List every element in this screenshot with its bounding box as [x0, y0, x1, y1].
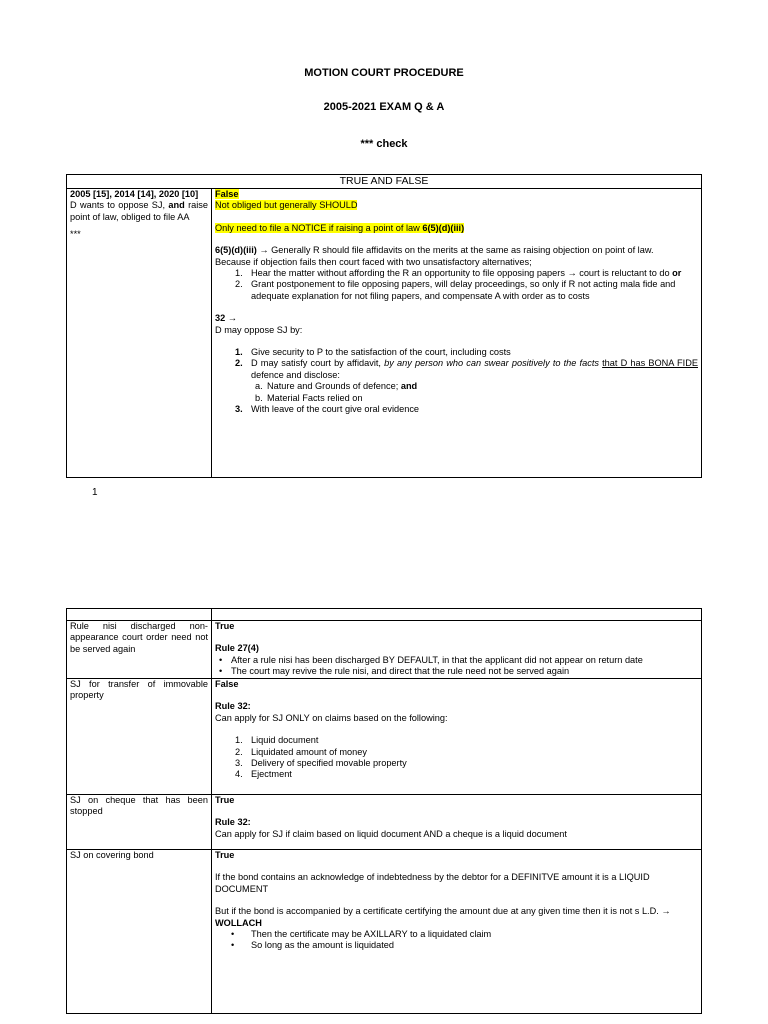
- list-item: • Then the certificate may be AXILLARY to a liquidated claim: [231, 929, 492, 940]
- question-cell: SJ on cheque that has been stopped: [67, 795, 212, 850]
- document-subtitle: 2005-2021 EXAM Q & A: [323, 101, 445, 113]
- list-item: 4. Ejectment: [235, 769, 292, 780]
- question-cell: Rule nisi discharged non-appearance court order need not be served again: [67, 621, 212, 679]
- qa-table: [66, 608, 702, 1014]
- answer-text: But if the bond is accompanied by a certificate certifying the amount due at any given time then it is not s L.D. → WOLLACH: [215, 906, 671, 928]
- question-years: 2005 [15], 2014 [14], 2020 [10]: [70, 189, 199, 199]
- list-item: b. Material Facts relied on: [255, 392, 363, 403]
- answer-text: If the bond contains an acknowledge of indebtedness by the debtor for a DEFINITVE amount it is a LIQUID DOCUMENT: [215, 872, 650, 894]
- answer-verdict: False: [215, 189, 239, 199]
- check-note: *** check: [360, 138, 408, 150]
- answer-highlight: Not obliged but generally SHOULD: [215, 200, 358, 211]
- list-item: • The court may revive the rule nisi, and direct that the rule need not be served again: [219, 666, 570, 677]
- answer-verdict: True: [215, 621, 235, 631]
- rule-heading: Rule 32:: [215, 817, 251, 828]
- rule-explanation: 6(5)(d)(iii) → Generally R should file affidavits on the merits at the same as raising objection on point of law.: [215, 245, 654, 256]
- table-title: TRUE AND FALSE: [67, 175, 702, 189]
- rule-32-heading: 32 →: [215, 313, 237, 324]
- question-cell: SJ on covering bond: [67, 850, 212, 1014]
- answer-cell: [212, 621, 702, 679]
- document-title: MOTION COURT PROCEDURE: [304, 67, 464, 79]
- list-item: • After a rule nisi has been discharged BY DEFAULT, in that the applicant did not appear on return date: [219, 654, 643, 665]
- answer-cell: [212, 189, 702, 478]
- list-item: 2. Liquidated amount of money: [235, 746, 367, 757]
- table-row: [67, 679, 702, 795]
- table-row: [67, 795, 702, 850]
- list-item: 3. Delivery of specified movable property: [235, 758, 407, 769]
- list-item: 1. Give security to P to the satisfaction of the court, including costs: [235, 347, 511, 358]
- table-row: [67, 850, 702, 1014]
- table-row: [67, 189, 702, 478]
- notice-highlight: Only need to file a NOTICE if raising a point of law 6(5)(d)(iii): [215, 222, 465, 233]
- answer-cell: [212, 679, 702, 795]
- bullet-icon: •: [219, 654, 223, 665]
- question-stars: ***: [70, 229, 81, 240]
- page-number: 1: [92, 487, 98, 498]
- bullet-icon: •: [219, 666, 223, 677]
- bullet-icon: •: [231, 940, 235, 951]
- true-false-table: [66, 174, 702, 478]
- answer-cell: [212, 795, 702, 850]
- answer-verdict: True: [215, 850, 235, 860]
- list-item: 1. Liquid document: [235, 735, 319, 746]
- list-item: 2. Grant postponement to file opposing papers, will delay proceedings, so only if R not acting mala fide and adequate explanation for not filing papers, and compensate A with order as to costs: [235, 279, 676, 301]
- question-cell: SJ for transfer of immovable property: [67, 679, 212, 795]
- list-item: 3. With leave of the court give oral evidence: [235, 404, 420, 415]
- answer-cell: [212, 850, 702, 1014]
- rule-heading: Rule 27(4): [215, 643, 259, 654]
- question-text: D wants to oppose SJ, and raise point of law, obliged to file AA: [70, 200, 208, 222]
- answer-text: Can apply for SJ ONLY on claims based on the following:: [215, 712, 448, 723]
- bullet-icon: •: [231, 929, 235, 940]
- list-item: a. Nature and Grounds of defence; and: [255, 381, 418, 392]
- table-row: [67, 621, 702, 679]
- table-title-row: [67, 175, 702, 189]
- answer-text: Can apply for SJ if claim based on liquid document AND a cheque is a liquid document: [215, 828, 567, 839]
- question-cell: [67, 189, 212, 478]
- because-text: Because if objection fails then court faced with two unsatisfactory alternatives;: [215, 256, 532, 267]
- d-may-oppose: D may oppose SJ by:: [215, 324, 303, 335]
- table-header-row: [67, 609, 702, 621]
- list-item: • So long as the amount is liquidated: [231, 940, 395, 951]
- list-item: 1. Hear the matter without affording the R an opportunity to file opposing papers → court is reluctant to do or: [235, 268, 682, 279]
- list-item: 2. D may satisfy court by affidavit, by any person who can swear positively to the facts that D has BONA FIDE defence and disclose:: [235, 358, 698, 380]
- rule-heading: Rule 32:: [215, 701, 251, 712]
- answer-verdict: False: [215, 679, 239, 689]
- answer-verdict: True: [215, 795, 235, 805]
